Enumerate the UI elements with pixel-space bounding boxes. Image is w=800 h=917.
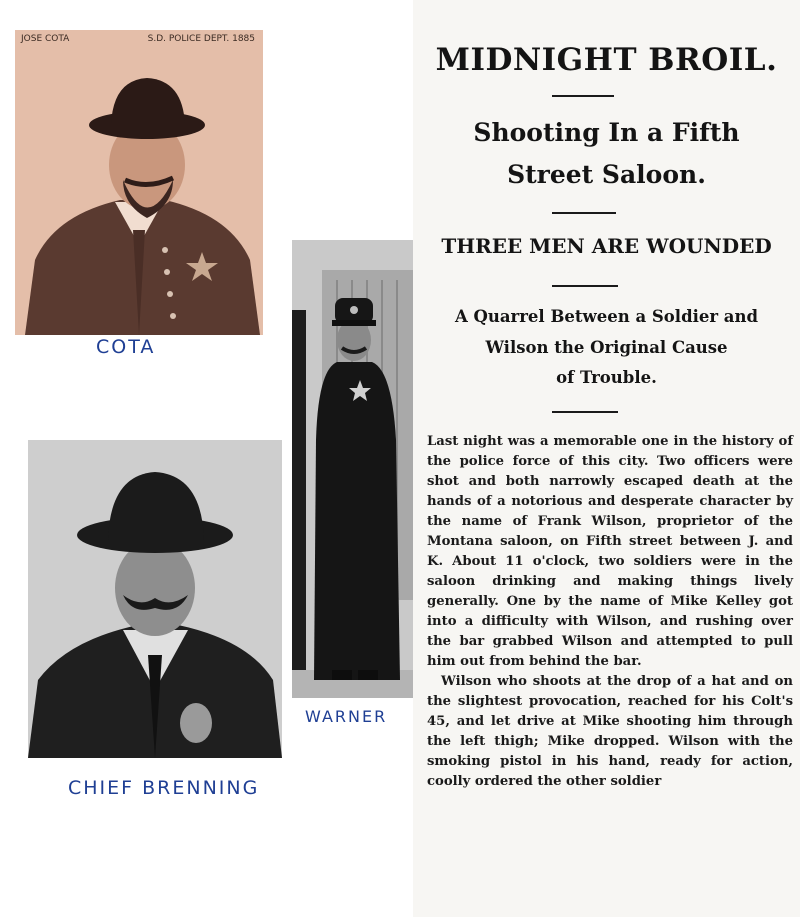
headline: MIDNIGHT BROIL. [435,42,778,78]
article-paragraph-1: Last night was a memorable one in the history of the police force of this city. Two officers were shot and both narrowly escaped death at the hands of a notorious and desperate character by the name of Frank Wilson, proprietor of the Montana saloon, on Fifth street between J. and K. About 11 o'clock, two soldiers were in the saloon drinking and making things lively generally. One by the name of Mike Kelley got into a difficulty with Wilson, and rushing over the bar grabbed Wilson and attempted to pull him out from behind the bar. [427,434,793,669]
plate-label-left: JOSE COTA [21,34,70,44]
rule-1 [552,95,614,97]
article-paragraph-2: Wilson who shoots at the drop of a hat and on the slightest provocation, reached for his Colt's 45, and let drive at Mike shooting him through the left thigh; Mike dropped. Wilson with the smoking pistol in his hand, ready for action, coolly ordered the other soldier [427,674,793,789]
newspaper-clipping [413,0,800,917]
subhead-line-2: Street Saloon. [507,160,706,189]
rule-4 [552,411,618,413]
brenning-caption: CHIEF BRENNING [68,777,260,799]
warner-photo [292,240,414,698]
rule-3 [552,285,618,287]
rule-2 [552,212,616,214]
warner-caption: WARNER [305,707,388,726]
plate-label-right: S.D. POLICE DEPT. 1885 [147,34,255,44]
brenning-photo [28,440,282,758]
cota-caption: COTA [96,336,156,358]
subdeck-line-1: A Quarrel Between a Soldier and [454,307,759,326]
subhead-line-1: Shooting In a Fifth [473,118,740,147]
article-body [427,432,793,792]
subdeck-line-3: of Trouble. [556,368,657,387]
deck: THREE MEN ARE WOUNDED [441,234,772,258]
cota-photo [15,30,263,335]
subdeck-line-2: Wilson the Original Cause [485,338,728,357]
